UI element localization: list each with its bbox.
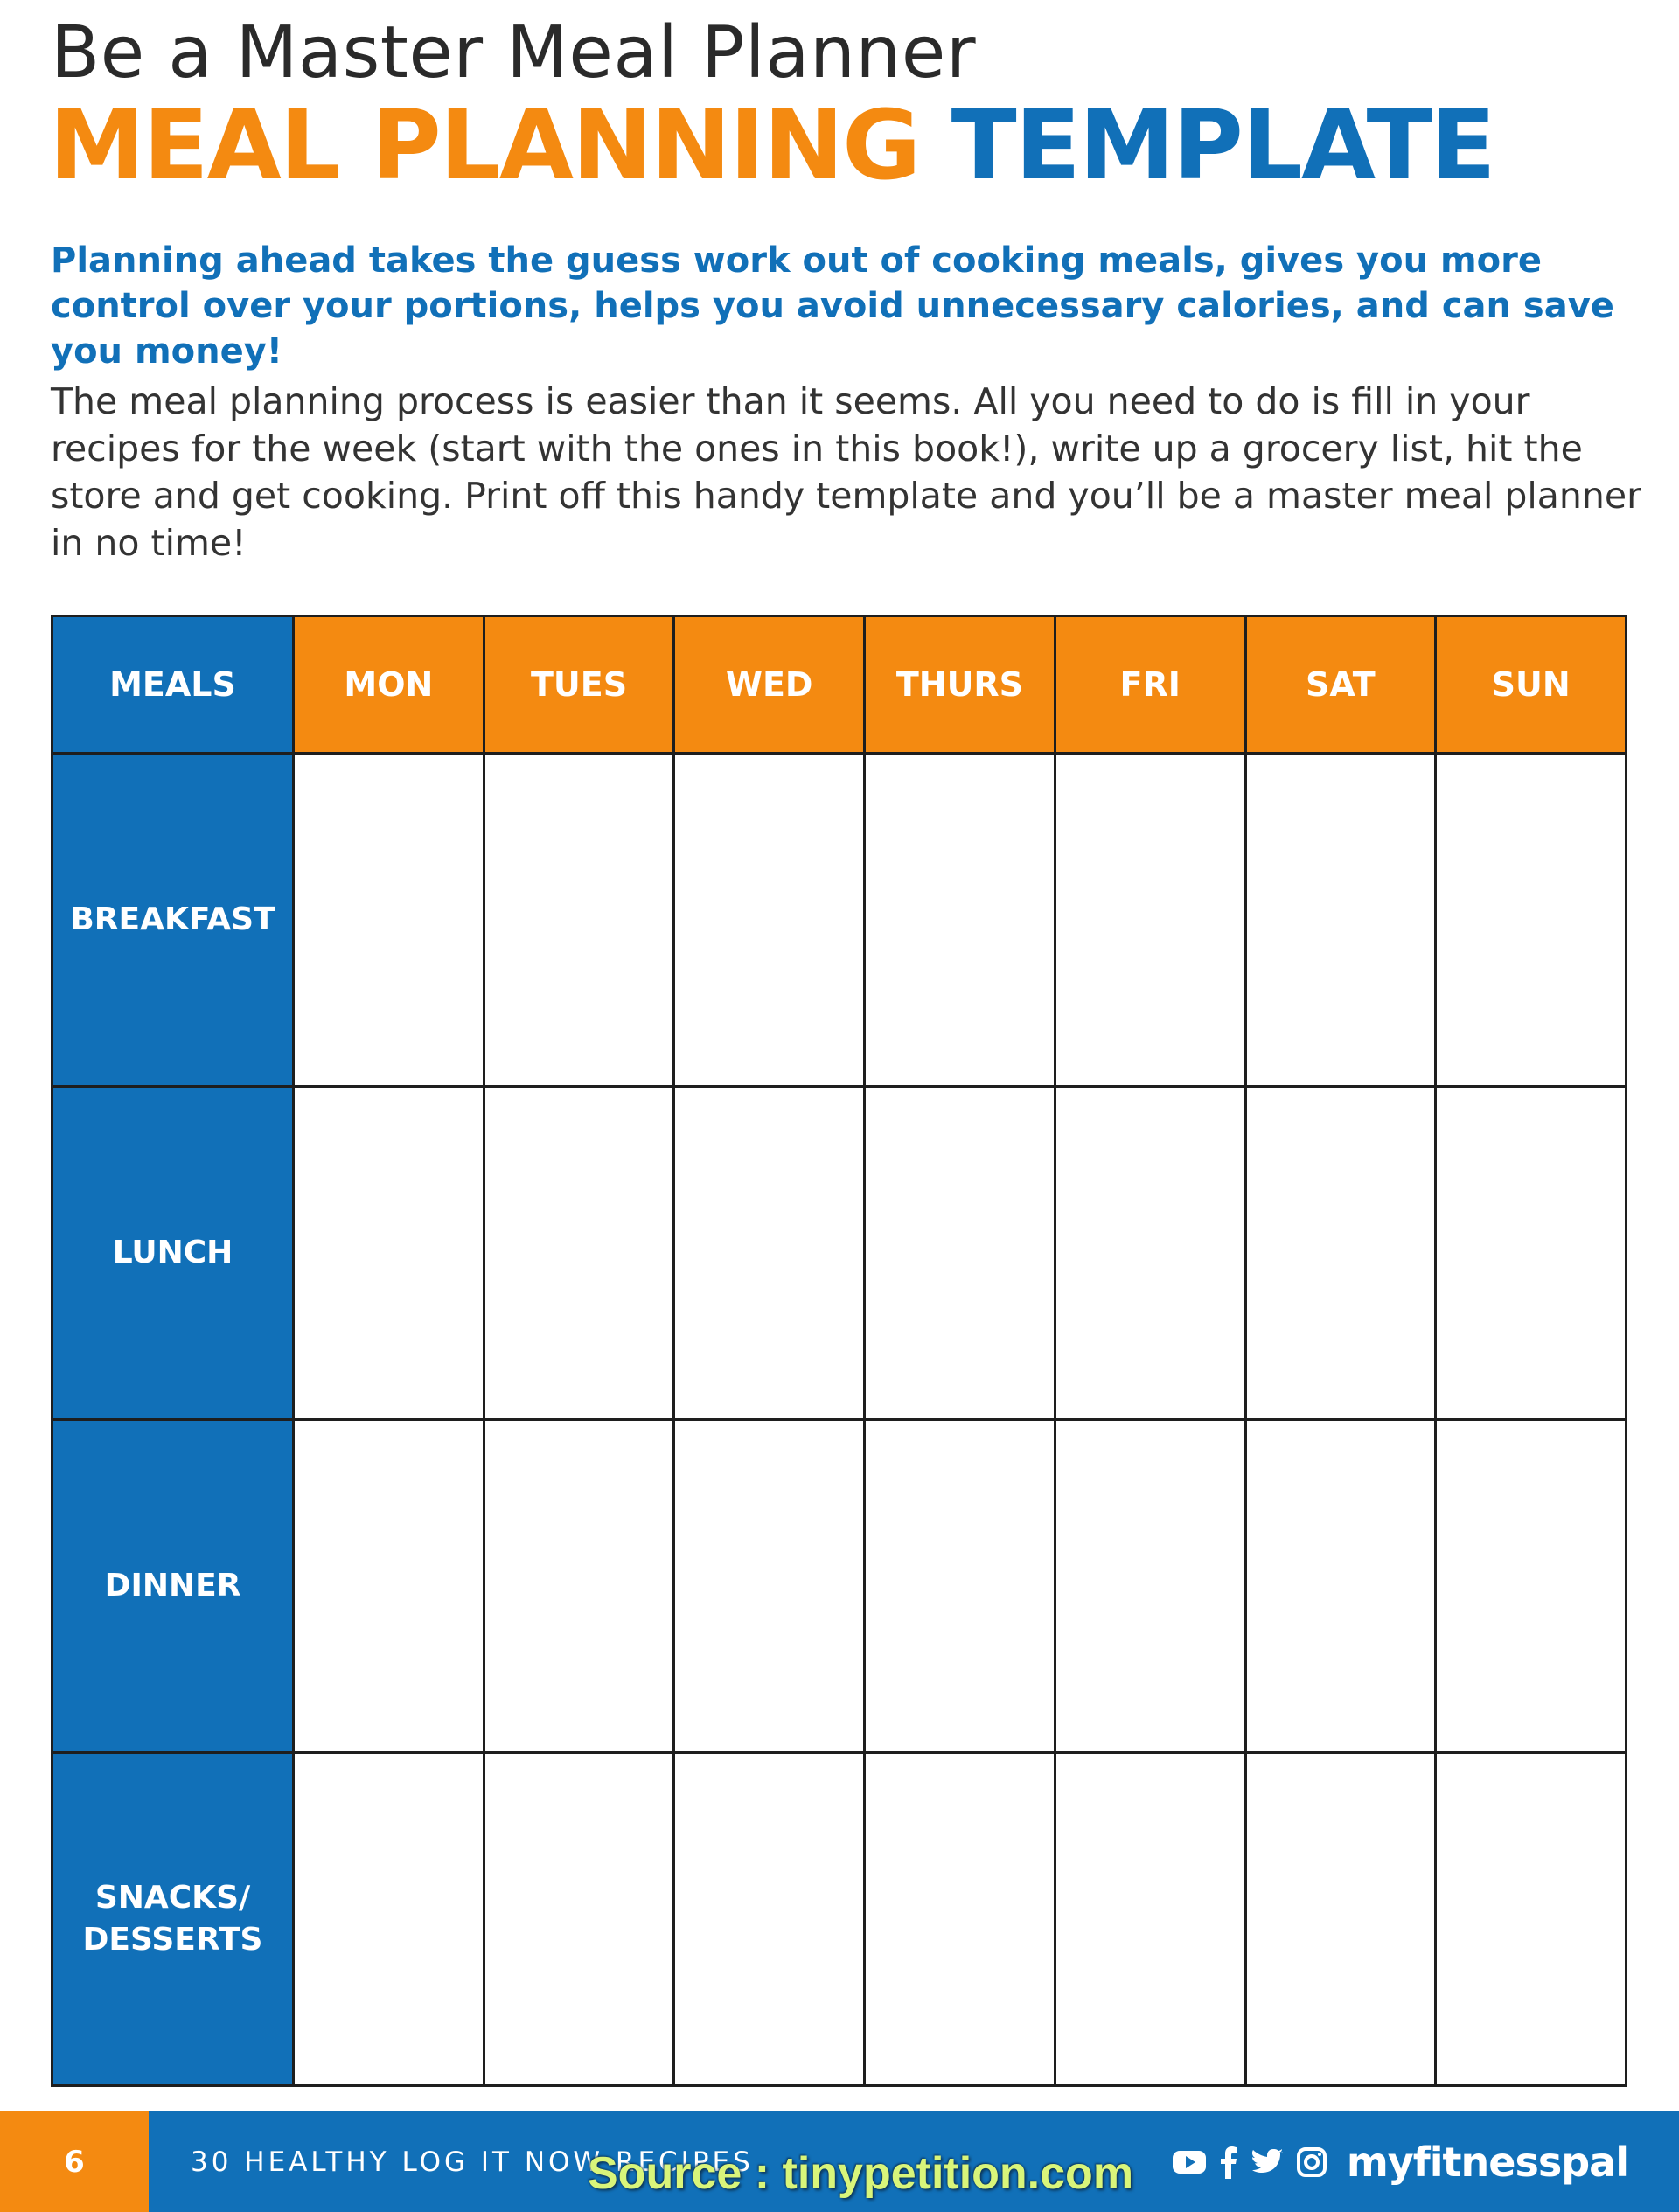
- planner-row-breakfast: [52, 754, 1627, 1087]
- planner-cell[interactable]: [674, 754, 865, 1087]
- planner-cell[interactable]: [294, 1420, 484, 1753]
- page-title: Be a Master Meal Planner: [51, 11, 977, 94]
- book-title: 30 HEALTHY LOG IT NOW RECIPES: [191, 2146, 754, 2178]
- planner-cell[interactable]: [294, 1087, 484, 1420]
- planner-cell[interactable]: [484, 754, 674, 1087]
- day-header-sun: SUN: [1436, 616, 1627, 754]
- planner-cell[interactable]: [865, 1753, 1055, 2086]
- day-header-sat: SAT: [1245, 616, 1436, 754]
- planner-cell[interactable]: [865, 1087, 1055, 1420]
- planner-cell[interactable]: [484, 1420, 674, 1753]
- planner-cell[interactable]: [1055, 1753, 1245, 2086]
- planner-cell[interactable]: [1245, 1087, 1436, 1420]
- day-header-fri: FRI: [1055, 616, 1245, 754]
- headline: [49, 89, 1494, 201]
- footer-brand-group: [1172, 2111, 1628, 2212]
- planner-cell[interactable]: [294, 1753, 484, 2086]
- facebook-icon[interactable]: [1219, 2146, 1238, 2179]
- meals-column-header: MEALS: [52, 616, 294, 754]
- page-number: 6: [0, 2111, 149, 2212]
- planner-row-snacks: [52, 1753, 1627, 2086]
- planner-cell[interactable]: [1245, 754, 1436, 1087]
- day-header-tues: TUES: [484, 616, 674, 754]
- planner-cell[interactable]: [1436, 1420, 1627, 1753]
- planner-cell[interactable]: [1055, 1420, 1245, 1753]
- day-header-wed: WED: [674, 616, 865, 754]
- day-header-thurs: THURS: [865, 616, 1055, 754]
- source-watermark: Source : tinypetition.com: [588, 2148, 1134, 2199]
- planner-cell[interactable]: [674, 1087, 865, 1420]
- meal-planner-table: [51, 615, 1627, 2087]
- planner-cell[interactable]: [484, 1087, 674, 1420]
- day-header-mon: MON: [294, 616, 484, 754]
- intro-body: The meal planning process is easier than it seems. All you need to do is fill in your recipes for the week (start with the ones in this book!), write up a grocery list, hit the store and get cooking. Print off this handy template and you’ll be a master meal planner in no time!: [51, 380, 1641, 564]
- twitter-icon[interactable]: [1251, 2148, 1284, 2176]
- intro-lead: Planning ahead takes the guess work out of cooking meals, gives you more control over your portions, helps you avoid unnecessary calories, and can save you money!: [51, 240, 1614, 372]
- planner-cell[interactable]: [1245, 1420, 1436, 1753]
- planner-cell[interactable]: [1245, 1753, 1436, 2086]
- planner-row-dinner: [52, 1420, 1627, 1753]
- planner-header-row: [52, 616, 1627, 754]
- youtube-icon[interactable]: [1172, 2149, 1207, 2175]
- planner-cell[interactable]: [865, 754, 1055, 1087]
- planner-cell[interactable]: [674, 1753, 865, 2086]
- planner-cell[interactable]: [1055, 754, 1245, 1087]
- headline-template: TEMPLATE: [951, 89, 1494, 201]
- meal-label-snacks-desserts: SNACKS/ DESSERTS: [52, 1753, 294, 2086]
- planner-cell[interactable]: [1436, 754, 1627, 1087]
- planner-cell[interactable]: [1436, 1753, 1627, 2086]
- planner-cell[interactable]: [1436, 1087, 1627, 1420]
- headline-meal-planning: MEAL PLANNING: [49, 89, 920, 201]
- planner-cell[interactable]: [294, 754, 484, 1087]
- meal-label-breakfast: BREAKFAST: [52, 754, 294, 1087]
- planner-cell[interactable]: [674, 1420, 865, 1753]
- meal-label-lunch: LUNCH: [52, 1087, 294, 1420]
- brand-logo[interactable]: myfitnesspal: [1346, 2138, 1628, 2186]
- instagram-icon[interactable]: [1296, 2146, 1327, 2178]
- meal-label-dinner: DINNER: [52, 1420, 294, 1753]
- planner-cell[interactable]: [865, 1420, 1055, 1753]
- planner-cell[interactable]: [484, 1753, 674, 2086]
- planner-row-lunch: [52, 1087, 1627, 1420]
- planner-cell[interactable]: [1055, 1087, 1245, 1420]
